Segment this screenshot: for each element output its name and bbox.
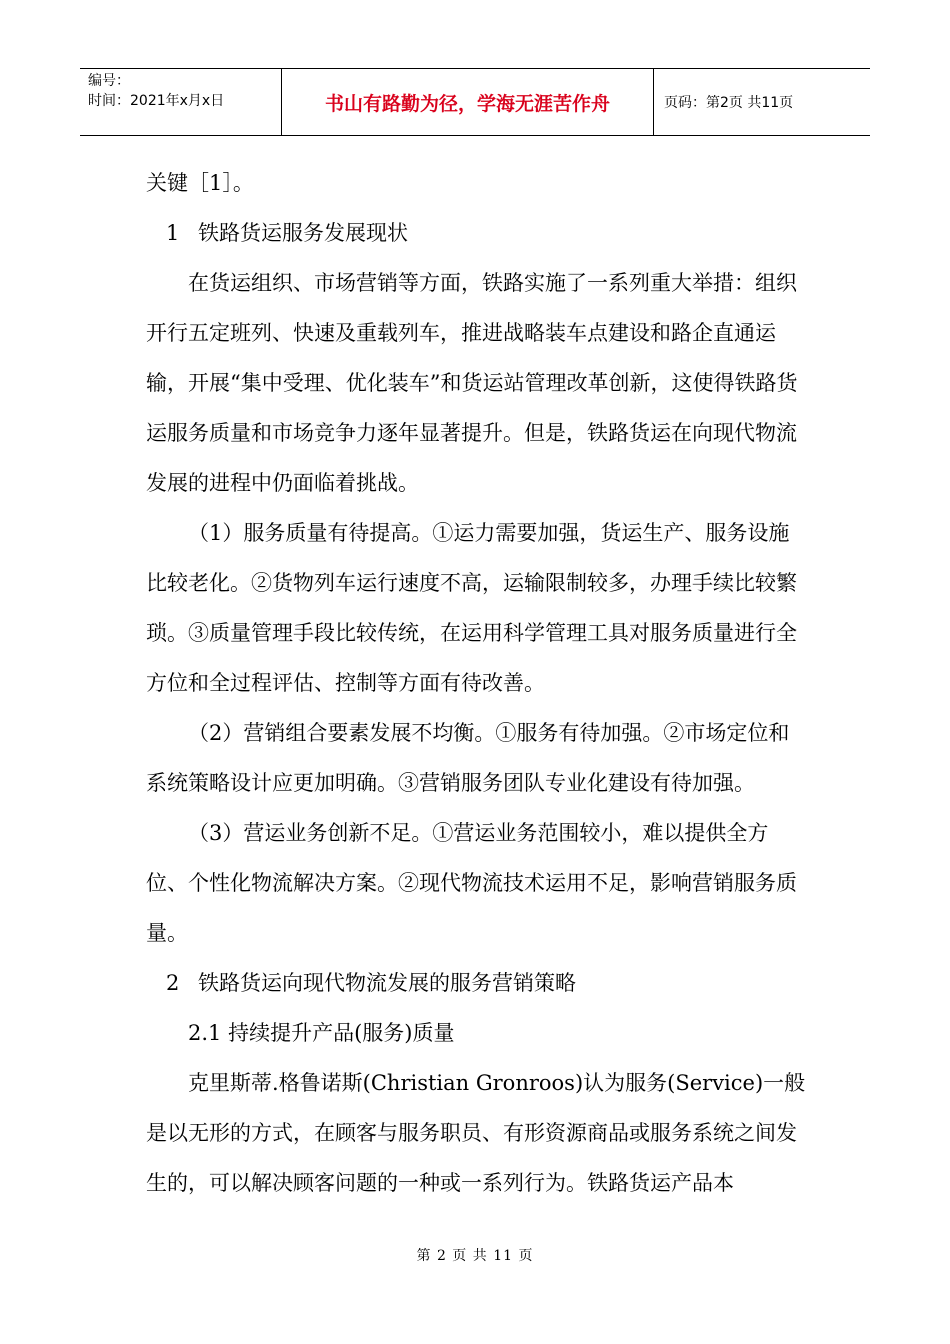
section-number: 2 [166, 971, 180, 995]
paragraph: 在货运组织、市场营销等方面，铁路实施了一系列重大举措：组织开行五定班列、快速及重载列车，推进战略装车点建设和路企直通运输，开展“集中受理、优化装车”和货运站管理改革创新，这使得铁路货运服务质量和市场竞争力逐年显著提升。但是，铁路货运在向现代物流发展的进程中仍面临着挑战。 [146, 271, 798, 495]
subsection-heading: 2.1 持续提升产品(服务)质量 [188, 1021, 455, 1045]
page-footer: 第 2 页 共 11 页 [416, 1248, 534, 1264]
document-header [80, 68, 870, 136]
header-meta [80, 69, 282, 135]
doc-number-label: 编号： [88, 73, 130, 89]
paragraph: （1）服务质量有待提高。①运力需要加强，货运生产、服务设施比较老化。②货物列车运行速度不高，运输限制较多，办理手续比较繁琐。③质量管理手段比较传统，在运用科学管理工具对服务质量进行全方位和全过程评估、控制等方面有待改善。 [146, 521, 797, 695]
time-label: 时间：2021年x月x日 [88, 93, 225, 109]
paragraph-continued: 关键［1］。 [146, 171, 254, 195]
header-page-info: 页码：第2页 共11页 [664, 95, 794, 111]
paragraph: （2）营销组合要素发展不均衡。①服务有待加强。②市场定位和系统策略设计应更加明确。③营销服务团队专业化建设有待加强。 [146, 721, 790, 795]
header-motto: 书山有路勤为径，学海无涯苦作舟 [282, 69, 654, 135]
section-title: 铁路货运服务发展现状 [198, 221, 408, 245]
section-heading-1 [146, 208, 810, 258]
section-title: 铁路货运向现代物流发展的服务营销策略 [198, 971, 576, 995]
section-number: 1 [166, 221, 180, 245]
section-heading-2 [146, 958, 810, 1008]
paragraph: （3）营运业务创新不足。①营运业务范围较小，难以提供全方位、个性化物流解决方案。②现代物流技术运用不足，影响营销服务质量。 [146, 821, 797, 945]
paragraph: 克里斯蒂.格鲁诺斯(Christian Gronroos)认为服务(Service)一般是以无形的方式，在顾客与服务职员、有形资源商品或服务系统之间发生的，可以解决顾客问题的一种或一系列行为。铁路货运产品本 [146, 1071, 806, 1195]
document-body [146, 158, 810, 1208]
